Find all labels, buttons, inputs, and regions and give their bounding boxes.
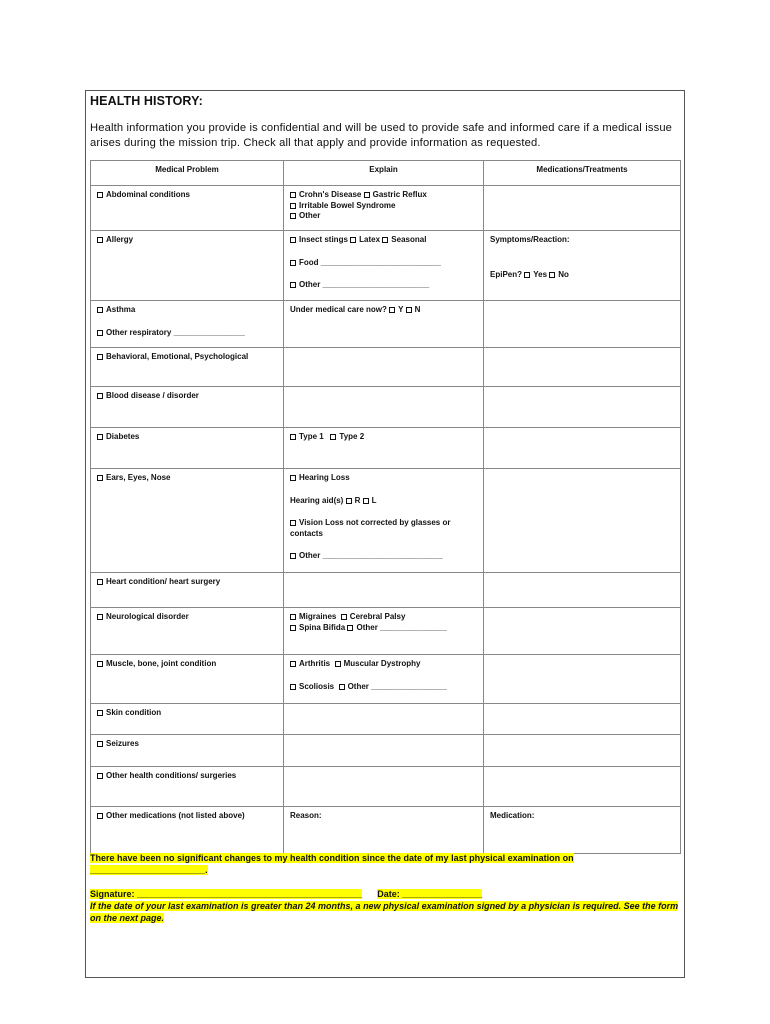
form-title: HEALTH HISTORY:	[90, 94, 203, 108]
notice-block	[90, 852, 680, 924]
problem-label: Neurological disorder	[106, 612, 189, 621]
problem-label: Blood disease / disorder	[106, 391, 199, 400]
checkbox-icon[interactable]	[330, 434, 336, 440]
option-label: Vision Loss not corrected by glasses or contacts	[290, 518, 451, 538]
medications-cell[interactable]	[484, 573, 681, 608]
medications-cell[interactable]	[484, 735, 681, 767]
option-label: R	[354, 495, 361, 505]
table-row	[91, 348, 681, 387]
checkbox-icon[interactable]	[347, 625, 353, 631]
option-label: Other _________________	[347, 681, 447, 691]
problem-label: Muscle, bone, joint condition	[106, 659, 217, 668]
table-row	[91, 573, 681, 608]
checkbox-icon[interactable]	[290, 661, 296, 667]
explain-cell[interactable]	[284, 348, 484, 387]
checkbox-icon[interactable]	[290, 520, 296, 526]
medications-cell[interactable]	[484, 704, 681, 735]
signature-field[interactable]: Signature: _____________________________________________	[90, 889, 363, 899]
checkbox-icon[interactable]	[97, 237, 103, 243]
checkbox-icon[interactable]	[97, 579, 103, 585]
checkbox-icon[interactable]	[290, 475, 296, 481]
medications-cell[interactable]	[484, 387, 681, 428]
option-label: Gastric Reflux	[372, 190, 427, 199]
explain-cell[interactable]	[284, 387, 484, 428]
problem-label: Asthma	[106, 305, 136, 314]
table-row	[91, 704, 681, 735]
checkbox-icon[interactable]	[97, 354, 103, 360]
checkbox-icon[interactable]	[290, 684, 296, 690]
option-label: L	[371, 495, 377, 505]
checkbox-icon[interactable]	[335, 661, 341, 667]
checkbox-icon[interactable]	[341, 614, 347, 620]
problem-label: Diabetes	[106, 432, 140, 441]
option-label: Seasonal	[391, 235, 427, 244]
reason-label: Reason:	[290, 811, 322, 820]
option-label: Type 2	[339, 432, 365, 441]
medications-cell[interactable]	[484, 186, 681, 231]
option-label: Hearing Loss	[299, 473, 350, 482]
medications-cell[interactable]	[484, 655, 681, 704]
option-label: N	[414, 305, 421, 314]
checkbox-icon[interactable]	[97, 192, 103, 198]
checkbox-icon[interactable]	[290, 260, 296, 266]
checkbox-icon[interactable]	[97, 813, 103, 819]
problem-label: Allergy	[106, 235, 134, 244]
checkbox-icon[interactable]	[97, 330, 103, 336]
symptoms-label: Symptoms/Reaction:	[490, 235, 570, 244]
option-label: Other _______________	[356, 622, 447, 632]
checkbox-icon[interactable]	[97, 475, 103, 481]
medications-cell[interactable]	[484, 301, 681, 348]
medications-cell[interactable]	[484, 428, 681, 469]
checkbox-icon[interactable]	[97, 773, 103, 779]
medications-cell[interactable]	[484, 767, 681, 807]
checkbox-icon[interactable]	[524, 272, 530, 278]
medications-cell[interactable]	[484, 348, 681, 387]
option-label: Y	[398, 305, 404, 314]
exam-date-blank[interactable]: _______________________.	[90, 865, 208, 875]
checkbox-icon[interactable]	[97, 710, 103, 716]
option-label: Other	[299, 211, 321, 220]
checkbox-icon[interactable]	[290, 614, 296, 620]
explain-cell[interactable]	[284, 704, 484, 735]
checkbox-icon[interactable]	[363, 498, 369, 504]
epipen-label: EpiPen?	[490, 269, 523, 279]
exam-warning: If the date of your last examination is greater than 24 months, a new physical examination signed by a physician is required. See the form on the next page.	[90, 901, 679, 923]
table-row	[91, 655, 681, 704]
table-row	[91, 469, 681, 573]
option-label: Spina Bifida	[299, 622, 346, 632]
problem-label: Behavioral, Emotional, Psychological	[106, 352, 249, 361]
checkbox-icon[interactable]	[382, 237, 388, 243]
option-label: Under medical care now?	[290, 305, 387, 314]
option-label: Arthritis	[299, 659, 331, 668]
option-label: Other ________________________	[299, 280, 430, 289]
explain-cell[interactable]	[284, 573, 484, 608]
checkbox-icon[interactable]	[290, 625, 296, 631]
explain-cell[interactable]	[284, 767, 484, 807]
explain-cell[interactable]	[284, 735, 484, 767]
checkbox-icon[interactable]	[290, 192, 296, 198]
medications-cell[interactable]	[484, 608, 681, 655]
checkbox-icon[interactable]	[97, 393, 103, 399]
checkbox-icon[interactable]	[290, 203, 296, 209]
option-label: Muscular Dystrophy	[343, 659, 421, 668]
option-label: Food ___________________________	[299, 257, 441, 267]
checkbox-icon[interactable]	[339, 684, 345, 690]
option-label: Cerebral Palsy	[349, 612, 406, 621]
checkbox-icon[interactable]	[549, 272, 555, 278]
header-medical-problem: Medical Problem	[91, 161, 284, 186]
table-row	[91, 767, 681, 807]
header-medications: Medications/Treatments	[484, 161, 681, 186]
option-label: Scoliosis	[299, 681, 335, 691]
problem-label: Abdominal conditions	[106, 190, 190, 199]
option-label: Hearing aid(s)	[290, 495, 344, 505]
problem-label: Seizures	[106, 739, 139, 748]
problem-label: Ears, Eyes, Nose	[106, 473, 171, 482]
option-label: Other ___________________________	[299, 551, 443, 560]
checkbox-icon[interactable]	[97, 614, 103, 620]
problem-label: Other health conditions/ surgeries	[106, 771, 237, 780]
form-intro: Health information you provide is confidential and will be used to provide safe and informed care if a medical issue arises during the mission trip. Check all that apply and provide information as requested.	[90, 122, 673, 149]
checkbox-icon[interactable]	[97, 661, 103, 667]
problem-label: Skin condition	[106, 708, 162, 717]
table-row	[91, 735, 681, 767]
checkbox-icon[interactable]	[290, 213, 296, 219]
change-statement: There have been no significant changes to my health condition since the date of my last physical examination on	[90, 853, 574, 863]
option-label: Yes	[533, 269, 548, 279]
checkbox-icon[interactable]	[346, 498, 352, 504]
table-row	[91, 231, 681, 301]
checkbox-icon[interactable]	[389, 307, 395, 313]
checkbox-icon[interactable]	[350, 237, 356, 243]
option-label: Migraines	[299, 612, 337, 621]
table-row	[91, 301, 681, 348]
date-field[interactable]: Date: ________________	[377, 889, 483, 899]
table-row	[91, 807, 681, 854]
checkbox-icon[interactable]	[290, 434, 296, 440]
option-label: Latex	[359, 235, 381, 244]
problem-label: Heart condition/ heart surgery	[106, 577, 221, 586]
checkbox-icon[interactable]	[97, 307, 103, 313]
checkbox-icon[interactable]	[364, 192, 370, 198]
checkbox-icon[interactable]	[290, 553, 296, 559]
table-row	[91, 186, 681, 231]
option-label: Crohn's Disease	[299, 190, 362, 199]
problem-label: Other medications (not listed above)	[106, 811, 245, 820]
problem-label: Other respiratory ________________	[106, 327, 245, 337]
medication-label: Medication:	[490, 811, 535, 820]
checkbox-icon[interactable]	[97, 741, 103, 747]
checkbox-icon[interactable]	[97, 434, 103, 440]
table-row	[91, 608, 681, 655]
option-label: Type 1	[299, 432, 324, 441]
health-table	[90, 160, 681, 854]
option-label: Insect stings	[299, 235, 348, 244]
option-label: No	[558, 269, 569, 279]
checkbox-icon[interactable]	[290, 237, 296, 243]
checkbox-icon[interactable]	[406, 307, 412, 313]
medications-cell[interactable]	[484, 469, 681, 573]
table-row	[91, 387, 681, 428]
option-label: Irritable Bowel Syndrome	[299, 200, 396, 210]
table-header-row	[91, 161, 681, 186]
header-explain: Explain	[284, 161, 484, 186]
table-row	[91, 428, 681, 469]
checkbox-icon[interactable]	[290, 282, 296, 288]
